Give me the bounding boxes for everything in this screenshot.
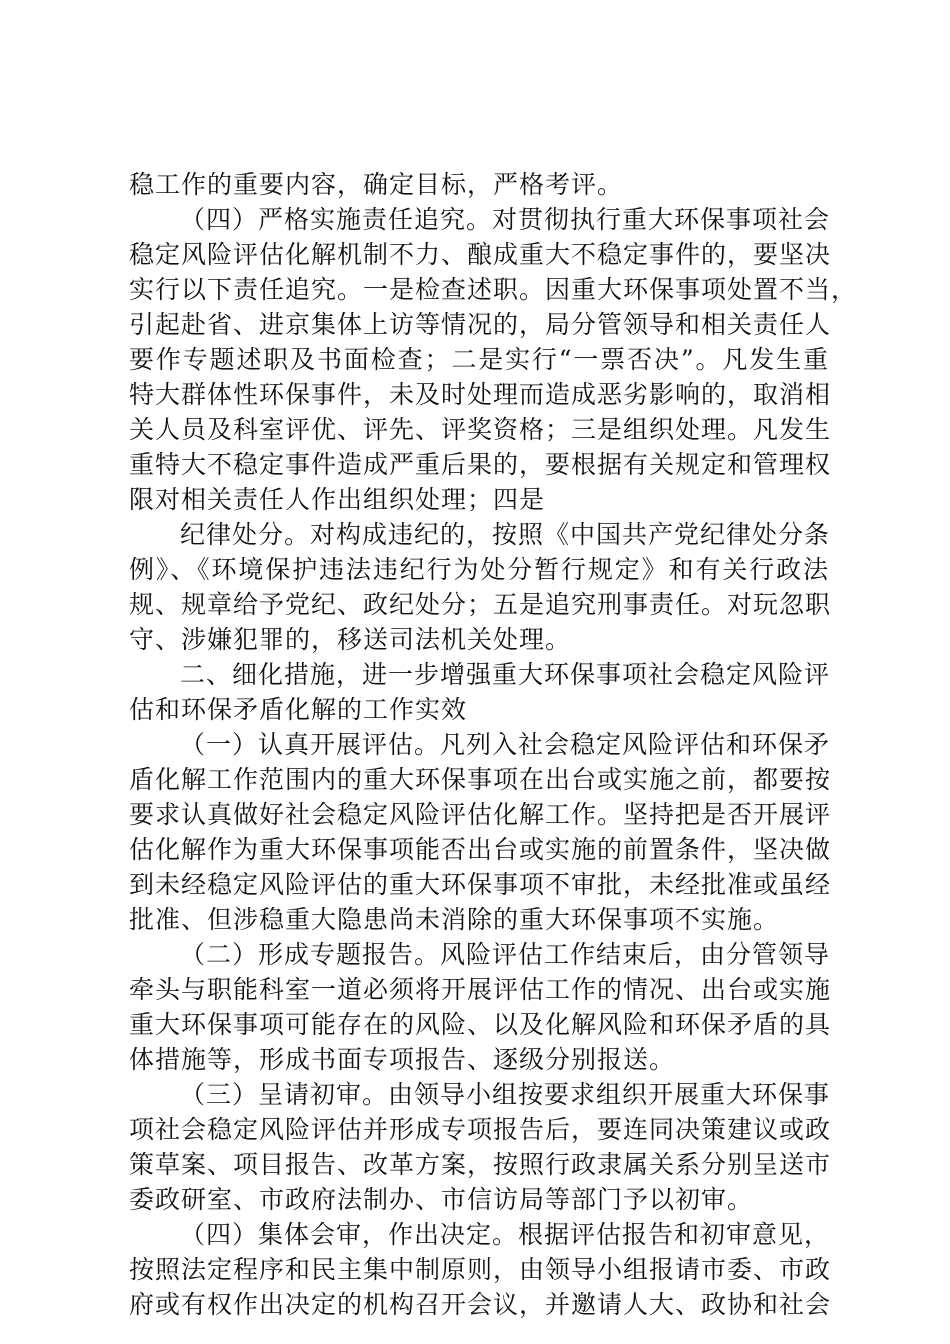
paragraph-heading: （一）认真开展评估。凡列入社会稳定风险评估和环保矛 [180, 730, 831, 759]
text-line: 盾化解工作范围内的重大环保事项在出台或实施之前，都要按 [129, 765, 832, 794]
text-line: 要求认真做好社会稳定风险评估化解工作。坚持把是否开展评 [129, 800, 832, 829]
text-line: 重特大不稳定事件造成严重后果的，要根据有关规定和管理权 [129, 450, 832, 479]
section-heading-cont: 估和环保矛盾化解的工作实效 [129, 695, 468, 724]
text-line: 牵头与职能科室一道必须将开展评估工作的情况、出台或实施 [129, 975, 832, 1004]
text-line: 估化解作为重大环保事项能否出台或实施的前置条件，坚决做 [129, 835, 832, 864]
text-line: 到未经稳定风险评估的重大环保事项不审批，未经批准或虽经 [129, 870, 832, 899]
text-line: 按照法定程序和民主集中制原则，由领导小组报请市委、市政 [129, 1255, 832, 1284]
text-line: 关人员及科室评优、评先、评奖资格；三是组织处理。凡发生 [129, 415, 832, 444]
text-line: 委政研室、市政府法制办、市信访局等部门予以初审。 [129, 1185, 754, 1214]
text-line: 体措施等，形成书面专项报告、逐级分别报送。 [129, 1045, 676, 1074]
text-line: 要作专题述职及书面检查；二是实行“一票否决”。凡发生重 [129, 345, 829, 374]
paragraph-heading: （四）严格实施责任追究。对贯彻执行重大环保事项社会 [180, 205, 831, 234]
text-line: 特大群体性环保事件，未及时处理而造成恶劣影响的，取消相 [129, 380, 832, 409]
text-line: 限对相关责任人作出组织处理；四是 [129, 485, 546, 514]
text-line: 实行以下责任追究。一是检查述职。因重大环保事项处置不当， [129, 275, 858, 304]
text-line: 守、涉嫌犯罪的，移送司法机关处理。 [129, 625, 572, 654]
text-line: 稳定风险评估化解机制不力、酿成重大不稳定事件的，要坚决 [129, 240, 832, 269]
text-line: 例》、《环境保护违法违纪行为处分暂行规定》和有关行政法 [129, 555, 829, 584]
text-line: 稳工作的重要内容，确定目标，严格考评。 [129, 170, 624, 199]
text-line: 规、规章给予党纪、政纪处分；五是追究刑事责任。对玩忽职 [129, 590, 832, 619]
paragraph-heading: （三）呈请初审。由领导小组按要求组织开展重大环保事 [180, 1080, 831, 1109]
text-line: 批准、但涉稳重大隐患尚未消除的重大环保事项不实施。 [129, 905, 780, 934]
text-line: 引起赴省、进京集体上访等情况的，局分管领导和相关责任人 [129, 310, 832, 339]
paragraph-start: 纪律处分。对构成违纪的，按照《中国共产党纪律处分条 [180, 520, 831, 549]
text-line: 策草案、项目报告、改革方案，按照行政隶属关系分别呈送市 [129, 1150, 832, 1179]
text-line: 府或有权作出决定的机构召开会议，并邀请人大、政协和社会 [129, 1290, 832, 1319]
paragraph-heading: （二）形成专题报告。风险评估工作结束后，由分管领导 [180, 940, 831, 969]
section-heading: 二、细化措施，进一步增强重大环保事项社会稳定风险评 [180, 660, 831, 689]
paragraph-heading: （四）集体会审，作出决定。根据评估报告和初审意见， [180, 1220, 831, 1249]
text-line: 重大环保事项可能存在的风险、以及化解风险和环保矛盾的具 [129, 1010, 832, 1039]
text-line: 项社会稳定风险评估并形成专项报告后，要连同决策建议或政 [129, 1115, 832, 1144]
